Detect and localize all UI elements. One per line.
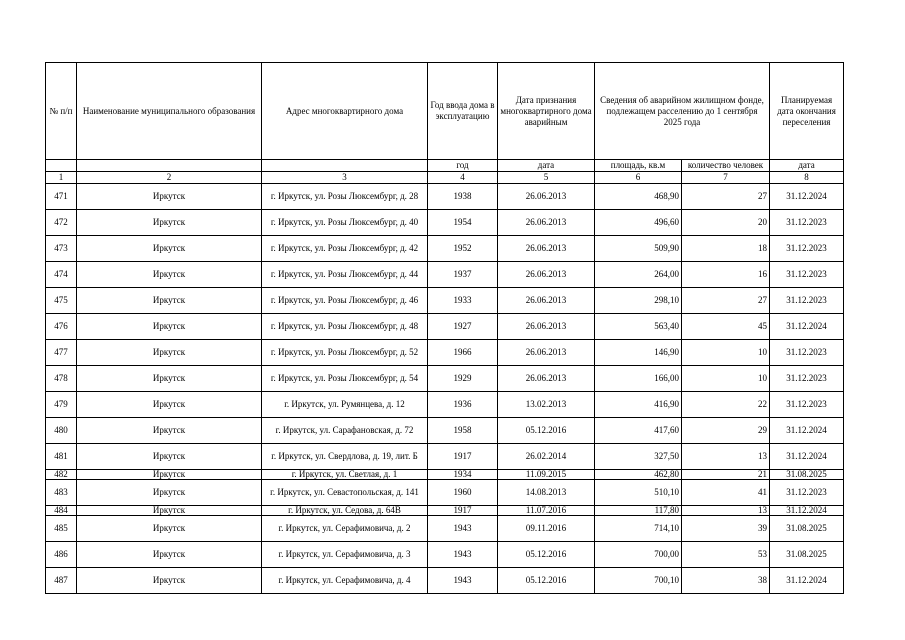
cell-end-date: 31.12.2024 [770,418,844,444]
table-row [46,542,844,568]
cell-municipality: Иркутск [77,366,262,392]
cell-area: 417,60 [595,418,682,444]
column-number: 1 [46,172,77,184]
cell-num: 479 [46,392,77,418]
cell-year: 1938 [428,184,498,210]
table-row [46,480,844,506]
cell-year: 1933 [428,288,498,314]
header-row [46,63,844,160]
cell-year: 1929 [428,366,498,392]
cell-date: 05.12.2016 [498,568,595,594]
table-row [46,444,844,470]
cell-end-date: 31.12.2023 [770,236,844,262]
cell-address: г. Иркутск, ул. Севастопольская, д. 141 [262,480,428,506]
cell-end-date: 31.12.2023 [770,392,844,418]
cell-date: 13.02.2013 [498,392,595,418]
cell-address: г. Иркутск, ул. Розы Люксембург, д. 42 [262,236,428,262]
cell-num: 485 [46,516,77,542]
header-housing-info: Сведения об аварийном жилищном фонде, подлежащем расселению до 1 сентября 2025 года [595,63,770,160]
column-number: 6 [595,172,682,184]
cell-date: 26.06.2013 [498,236,595,262]
table-row [46,366,844,392]
cell-address: г. Иркутск, ул. Свердлова, д. 19, лит. Б [262,444,428,470]
cell-num: 474 [46,262,77,288]
cell-year: 1927 [428,314,498,340]
cell-address: г. Иркутск, ул. Серафимовича, д. 4 [262,568,428,594]
cell-area: 496,60 [595,210,682,236]
cell-address: г. Иркутск, ул. Розы Люксембург, д. 52 [262,340,428,366]
column-number: 2 [77,172,262,184]
cell-area: 700,00 [595,542,682,568]
cell-people: 29 [682,418,770,444]
cell-people: 39 [682,516,770,542]
cell-end-date: 31.12.2023 [770,288,844,314]
column-number: 4 [428,172,498,184]
cell-area: 416,90 [595,392,682,418]
cell-people: 22 [682,392,770,418]
cell-year: 1934 [428,470,498,480]
cell-municipality: Иркутск [77,506,262,516]
cell-date: 26.02.2014 [498,444,595,470]
cell-address: г. Иркутск, ул. Светлая, д. 1 [262,470,428,480]
cell-num: 486 [46,542,77,568]
table-row [46,314,844,340]
table-row [46,210,844,236]
cell-address: г. Иркутск, ул. Серафимовича, д. 2 [262,516,428,542]
cell-people: 27 [682,184,770,210]
cell-date: 05.12.2016 [498,542,595,568]
table-row [46,418,844,444]
cell-people: 20 [682,210,770,236]
cell-year: 1960 [428,480,498,506]
cell-num: 482 [46,470,77,480]
table-row [46,506,844,516]
cell-num: 478 [46,366,77,392]
cell-date: 26.06.2013 [498,184,595,210]
cell-end-date: 31.12.2024 [770,314,844,340]
column-number-row [46,172,844,184]
cell-municipality: Иркутск [77,236,262,262]
subheader-area: площадь, кв.м [595,160,682,172]
cell-municipality: Иркутск [77,516,262,542]
cell-num: 487 [46,568,77,594]
header-date-recognized: Дата признания многоквартирного дома аварийным [498,63,595,160]
cell-num: 480 [46,418,77,444]
cell-end-date: 31.12.2023 [770,210,844,236]
cell-people: 41 [682,480,770,506]
cell-num: 483 [46,480,77,506]
cell-municipality: Иркутск [77,444,262,470]
cell-end-date: 31.08.2025 [770,542,844,568]
cell-end-date: 31.08.2025 [770,470,844,480]
cell-year: 1917 [428,444,498,470]
table-body [46,184,844,594]
cell-year: 1936 [428,392,498,418]
cell-municipality: Иркутск [77,542,262,568]
table-row [46,262,844,288]
subheader-date: дата [498,160,595,172]
cell-year: 1943 [428,542,498,568]
cell-date: 26.06.2013 [498,210,595,236]
cell-area: 509,90 [595,236,682,262]
cell-year: 1966 [428,340,498,366]
cell-end-date: 31.08.2025 [770,516,844,542]
table-row [46,236,844,262]
cell-area: 462,80 [595,470,682,480]
cell-area: 327,50 [595,444,682,470]
cell-municipality: Иркутск [77,262,262,288]
header-planned-end: Планируемая дата окончания переселения [770,63,844,160]
cell-date: 09.11.2016 [498,516,595,542]
table-row [46,470,844,480]
cell-end-date: 31.12.2024 [770,506,844,516]
cell-municipality: Иркутск [77,210,262,236]
cell-area: 700,10 [595,568,682,594]
cell-end-date: 31.12.2023 [770,340,844,366]
header-municipality: Наименование муниципального образования [77,63,262,160]
cell-end-date: 31.12.2023 [770,366,844,392]
cell-address: г. Иркутск, ул. Розы Люксембург, д. 40 [262,210,428,236]
cell-num: 471 [46,184,77,210]
header-address: Адрес многоквартирного дома [262,63,428,160]
cell-address: г. Иркутск, ул. Розы Люксембург, д. 48 [262,314,428,340]
cell-people: 10 [682,366,770,392]
cell-address: г. Иркутск, ул. Розы Люксембург, д. 44 [262,262,428,288]
cell-people: 45 [682,314,770,340]
cell-num: 473 [46,236,77,262]
subheader-people: количество человек [682,160,770,172]
cell-address: г. Иркутск, ул. Седова, д. 64В [262,506,428,516]
cell-area: 146,90 [595,340,682,366]
cell-end-date: 31.12.2023 [770,262,844,288]
cell-municipality: Иркутск [77,470,262,480]
cell-address: г. Иркутск, ул. Румянцева, д. 12 [262,392,428,418]
cell-municipality: Иркутск [77,418,262,444]
cell-people: 38 [682,568,770,594]
table-row [46,392,844,418]
cell-area: 468,90 [595,184,682,210]
cell-area: 714,10 [595,516,682,542]
cell-year: 1943 [428,568,498,594]
cell-num: 477 [46,340,77,366]
subheader-end-date: дата [770,160,844,172]
cell-year: 1943 [428,516,498,542]
cell-municipality: Иркутск [77,288,262,314]
cell-municipality: Иркутск [77,340,262,366]
cell-area: 166,00 [595,366,682,392]
cell-num: 476 [46,314,77,340]
cell-year: 1958 [428,418,498,444]
cell-end-date: 31.12.2023 [770,480,844,506]
cell-end-date: 31.12.2024 [770,184,844,210]
cell-num: 472 [46,210,77,236]
cell-area: 563,40 [595,314,682,340]
cell-date: 05.12.2016 [498,418,595,444]
cell-municipality: Иркутск [77,568,262,594]
cell-people: 18 [682,236,770,262]
cell-address: г. Иркутск, ул. Розы Люксембург, д. 28 [262,184,428,210]
table-row [46,184,844,210]
subheader-row [46,160,844,172]
cell-people: 10 [682,340,770,366]
cell-area: 117,80 [595,506,682,516]
cell-date: 14.08.2013 [498,480,595,506]
cell-municipality: Иркутск [77,184,262,210]
cell-num: 481 [46,444,77,470]
cell-date: 26.06.2013 [498,366,595,392]
header-year: Год ввода дома в эксплуатацию [428,63,498,160]
cell-address: г. Иркутск, ул. Розы Люксембург, д. 46 [262,288,428,314]
subheader-year: год [428,160,498,172]
table-row [46,516,844,542]
cell-end-date: 31.12.2024 [770,444,844,470]
cell-date: 26.06.2013 [498,340,595,366]
cell-end-date: 31.12.2024 [770,568,844,594]
column-number: 7 [682,172,770,184]
cell-year: 1954 [428,210,498,236]
cell-date: 26.06.2013 [498,288,595,314]
cell-people: 13 [682,506,770,516]
cell-area: 298,10 [595,288,682,314]
subheader-num-blank [46,160,77,172]
cell-area: 510,10 [595,480,682,506]
cell-year: 1917 [428,506,498,516]
cell-date: 26.06.2013 [498,314,595,340]
cell-area: 264,00 [595,262,682,288]
cell-people: 53 [682,542,770,568]
table-row [46,568,844,594]
cell-municipality: Иркутск [77,392,262,418]
cell-people: 13 [682,444,770,470]
cell-date: 11.07.2016 [498,506,595,516]
table-row [46,288,844,314]
cell-year: 1937 [428,262,498,288]
subheader-mun-blank [77,160,262,172]
column-number: 5 [498,172,595,184]
housing-table [45,62,844,594]
cell-people: 21 [682,470,770,480]
column-number: 8 [770,172,844,184]
cell-municipality: Иркутск [77,314,262,340]
cell-people: 16 [682,262,770,288]
cell-address: г. Иркутск, ул. Серафимовича, д. 3 [262,542,428,568]
cell-people: 27 [682,288,770,314]
cell-address: г. Иркутск, ул. Розы Люксембург, д. 54 [262,366,428,392]
cell-year: 1952 [428,236,498,262]
table-row [46,340,844,366]
cell-num: 484 [46,506,77,516]
cell-address: г. Иркутск, ул. Сарафановская, д. 72 [262,418,428,444]
cell-date: 11.09.2015 [498,470,595,480]
column-number: 3 [262,172,428,184]
header-num: № п/п [46,63,77,160]
cell-num: 475 [46,288,77,314]
subheader-addr-blank [262,160,428,172]
cell-municipality: Иркутск [77,480,262,506]
cell-date: 26.06.2013 [498,262,595,288]
